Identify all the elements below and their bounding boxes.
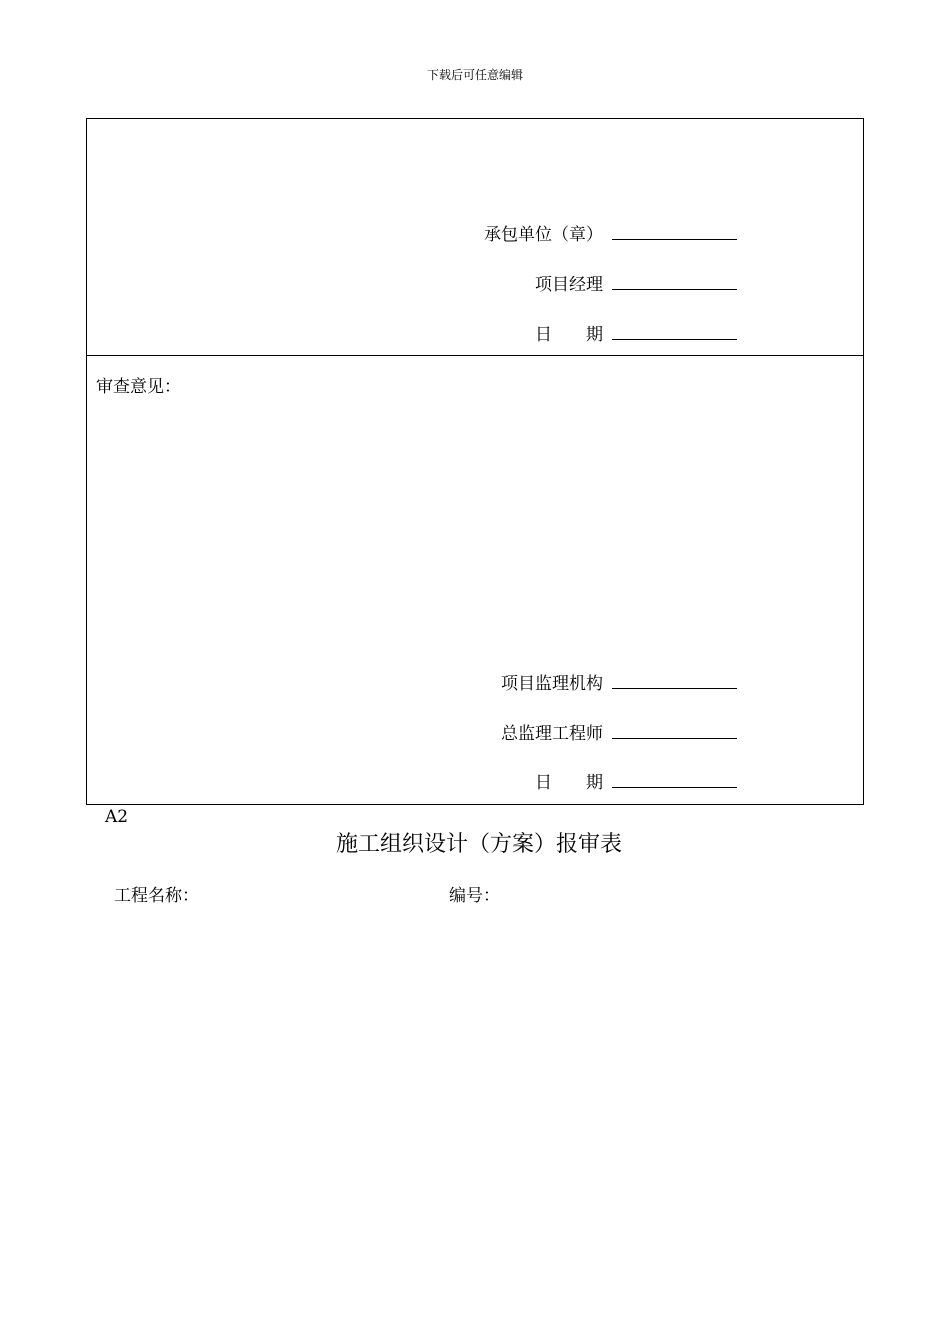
review-date-line <box>612 787 737 788</box>
chief-engineer-label: 总监理工程师 <box>501 724 603 744</box>
contractor-box <box>86 118 864 356</box>
header-note: 下载后可任意编辑 <box>426 68 523 82</box>
chief-engineer-line <box>612 738 737 739</box>
review-date-label: 日 期 <box>535 773 603 793</box>
contractor-unit-line <box>612 239 737 240</box>
supervision-agency-label: 项目监理机构 <box>501 674 603 694</box>
form-code: A2 <box>105 807 129 827</box>
project-name-label: 工程名称： <box>114 886 199 906</box>
contractor-date-line <box>612 339 737 340</box>
project-manager-line <box>612 289 737 290</box>
review-box <box>86 355 864 805</box>
form-title: 施工组织设计（方案）报审表 <box>335 832 622 857</box>
contractor-unit-label: 承包单位（章） <box>484 225 603 245</box>
contractor-date-label: 日 期 <box>535 325 603 345</box>
project-manager-label: 项目经理 <box>535 275 603 295</box>
form-number-label: 编号： <box>449 886 500 906</box>
supervision-agency-line <box>612 688 737 689</box>
review-opinion-label: 审查意见： <box>96 377 181 397</box>
